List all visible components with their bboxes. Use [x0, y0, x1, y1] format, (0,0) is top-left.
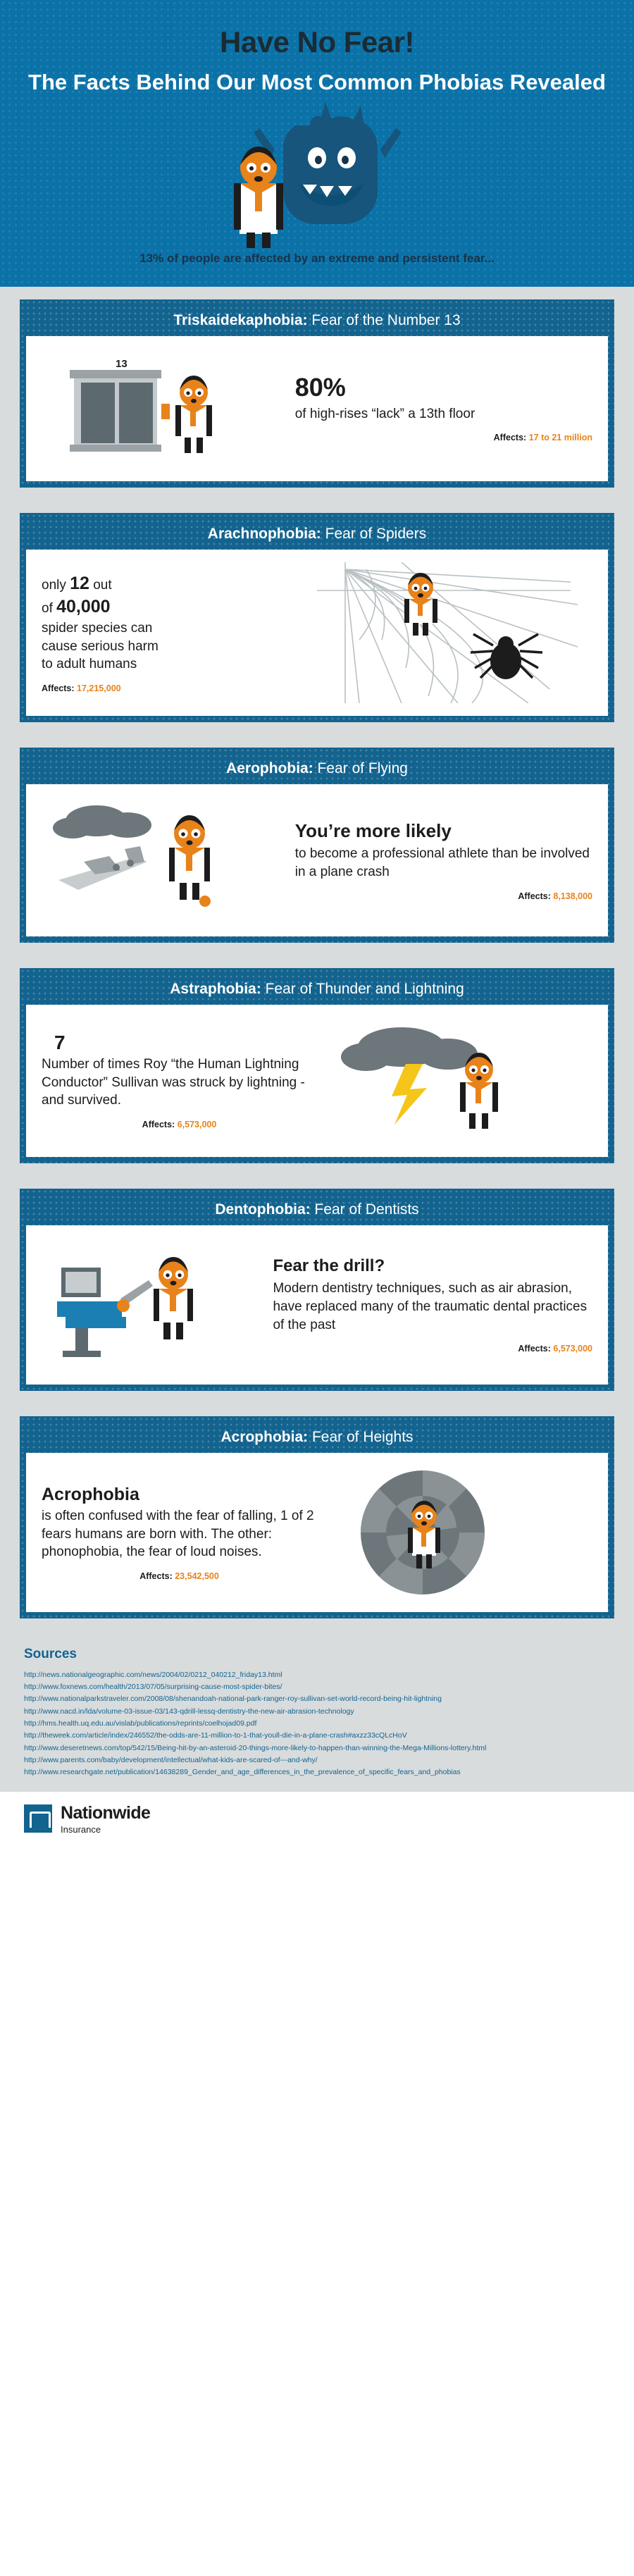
source-item[interactable]: http://www.nationalparkstraveler.com/2008/08/shenandoah-national-park-ranger-roy-sullivan-set-world-record-being-hit-lightning — [24, 1695, 442, 1704]
source-item[interactable]: http://www.researchgate.net/publication/14638289_Gender_and_age_differences_in_the_prevalence_of_specific_fears_and_phobias — [24, 1768, 461, 1777]
section-title — [26, 974, 608, 1005]
section-headline: You’re more likely — [294, 819, 452, 841]
dentist-illustration — [42, 1238, 273, 1372]
section-name: Triskaidekaphobia: — [173, 311, 308, 328]
lightning-bolt-icon — [392, 1064, 427, 1125]
section-paragraph: Number of times Roy “the Human Lightning Conductor” Sullivan was struck by lightning - and survived. — [42, 1056, 305, 1108]
section-title — [26, 306, 608, 336]
section-body — [26, 1225, 608, 1385]
section-body — [26, 550, 608, 716]
source-item[interactable]: http://www.nacd.in/lda/volume-03-issue-03/143-qdrill-lessq-dentistry-the-new-air-abrasion-technology — [24, 1707, 354, 1716]
header-stat: 13% of people are affected by an extreme and persistent fear... — [139, 251, 495, 265]
affects-label: Affects: — [42, 683, 75, 693]
page-subtitle: The Facts Behind Our Most Common Phobias Revealed — [28, 70, 606, 94]
affects-line — [42, 683, 317, 693]
header — [0, 0, 634, 287]
page-title: Have No Fear! — [220, 25, 414, 58]
section-title — [26, 1423, 608, 1453]
affects-label: Affects: — [518, 1344, 551, 1354]
section-desc: Fear of Flying — [313, 760, 408, 776]
spiderweb-illustration — [317, 562, 592, 703]
section-headline: 7 — [54, 1031, 66, 1053]
elevator-floor-number: 13 — [116, 357, 128, 370]
section-headline: 80% — [294, 373, 346, 402]
section-desc: Fear of Heights — [308, 1428, 414, 1445]
source-item[interactable]: http://hms.health.uq.edu.au/vislab/publications/reprints/coelhojad09.pdf — [24, 1719, 257, 1728]
sources-section — [0, 1631, 634, 1792]
hero-illustration — [28, 100, 606, 248]
affects-line — [273, 1344, 592, 1354]
affects-line — [42, 1120, 317, 1129]
spider-stat-line-1 — [42, 572, 317, 596]
affects-label: Affects: — [139, 1571, 173, 1581]
stat-suffix: out — [89, 577, 112, 593]
section-title — [26, 1195, 608, 1225]
cloud-icon — [53, 805, 151, 838]
storm-illustration — [317, 1017, 592, 1144]
section-name: Astraphobia: — [170, 980, 261, 997]
character-icon — [154, 1257, 193, 1339]
section-name: Aerophobia: — [226, 760, 313, 776]
section-title — [26, 519, 608, 550]
section-arachnophobia — [0, 500, 634, 735]
section-text — [42, 572, 317, 693]
section-desc: Fear of Spiders — [321, 525, 427, 542]
section-paragraph: is often confused with the fear of falling, 1 of 2 fears humans are born with. The other: phonophobia, the fear of loud noises. — [42, 1508, 314, 1560]
affects-line — [42, 1571, 317, 1581]
source-item[interactable]: http://www.foxnews.com/health/2013/07/05/surprising-cause-most-spider-bites/ — [24, 1683, 282, 1692]
section-text — [295, 819, 592, 901]
footer — [0, 1792, 634, 1850]
section-name: Dentophobia: — [215, 1201, 311, 1218]
stat-prefix: only — [42, 577, 70, 593]
spider-stat-line-3: spider species can — [42, 621, 153, 636]
brand-text — [61, 1803, 150, 1835]
spider-stat-line-5: to adult humans — [42, 657, 137, 672]
section-headline: Fear the drill? — [273, 1256, 385, 1276]
affects-line — [295, 433, 592, 442]
section-body — [26, 1005, 608, 1157]
heights-illustration — [317, 1466, 592, 1599]
source-item[interactable]: http://www.deseretnews.com/top/542/15/Being-hit-by-an-asteroid-20-things-more-likely-to-happen-than-winning-the-Mega-Millions-lottery.html — [24, 1743, 487, 1752]
elevator-illustration — [42, 349, 295, 469]
source-item[interactable]: http://news.nationalgeographic.com/news/2004/02/0212_040212_friday13.html — [24, 1670, 282, 1679]
affects-label: Affects: — [493, 433, 527, 443]
brand-name: Nationwide — [61, 1802, 151, 1823]
section-dentophobia — [0, 1176, 634, 1404]
stat-number-large: 40,000 — [56, 597, 111, 617]
section-paragraph: to become a professional athlete than be involved in a plane crash — [294, 846, 590, 879]
stat-prefix-2: of — [42, 601, 57, 617]
section-body — [26, 784, 608, 936]
section-astraphobia — [0, 955, 634, 1176]
section-aerophobia — [0, 735, 634, 955]
character-icon — [169, 815, 211, 907]
section-text — [42, 1032, 317, 1129]
section-body — [26, 336, 608, 481]
section-desc: Fear of the Number 13 — [307, 311, 461, 328]
sources-title: Sources — [24, 1646, 77, 1661]
section-desc: Fear of Thunder and Lightning — [261, 980, 464, 997]
affects-value: 6,573,000 — [553, 1344, 592, 1354]
sources-list — [24, 1669, 610, 1779]
section-name: Acrophobia: — [220, 1428, 309, 1445]
airplane-illustration — [42, 797, 295, 924]
affects-value: 8,138,000 — [553, 891, 592, 901]
character-scared-icon — [234, 147, 283, 248]
character-icon — [175, 376, 212, 453]
section-acrophobia — [0, 1404, 634, 1631]
affects-value: 17 to 21 million — [528, 433, 592, 443]
section-headline: Acrophobia — [42, 1484, 139, 1504]
section-text — [273, 1256, 592, 1354]
affects-label: Affects: — [518, 891, 551, 901]
affects-line — [295, 891, 592, 901]
affects-label: Affects: — [142, 1119, 175, 1129]
nationwide-logo-icon — [24, 1804, 52, 1833]
section-text — [295, 374, 592, 442]
affects-value: 23,542,500 — [175, 1571, 219, 1581]
section-desc: Fear of Dentists — [310, 1201, 419, 1218]
section-text — [42, 1484, 317, 1581]
section-triskaidekaphobia — [0, 287, 634, 500]
affects-value: 6,573,000 — [177, 1119, 217, 1129]
dental-chair-icon — [57, 1268, 153, 1357]
section-paragraph: of high-rises “lack” a 13th floor — [294, 406, 476, 421]
affects-value: 17,215,000 — [77, 683, 121, 693]
source-item[interactable]: http://www.parents.com/baby/development/intellectual/what-kids-are-scared-of---and-why/ — [24, 1755, 318, 1764]
spider-stat-line-4: cause serious harm — [42, 638, 158, 654]
spider-stat-line-2 — [42, 595, 317, 619]
stat-number-small: 12 — [70, 573, 89, 593]
airplane-icon — [58, 846, 147, 890]
section-paragraph: Modern dentistry techniques, such as air abrasion, have replaced many of the traumatic dental practices of the past — [273, 1281, 588, 1332]
section-name: Arachnophobia: — [207, 525, 321, 542]
source-item[interactable]: http://theweek.com/article/index/246552/the-odds-are-11-million-to-1-that-youll-die-in-a-plane-crash#axzz33cQLcHoV — [24, 1731, 407, 1740]
section-title — [26, 754, 608, 784]
brand-subtitle: Insurance — [61, 1823, 101, 1835]
section-body — [26, 1453, 608, 1612]
